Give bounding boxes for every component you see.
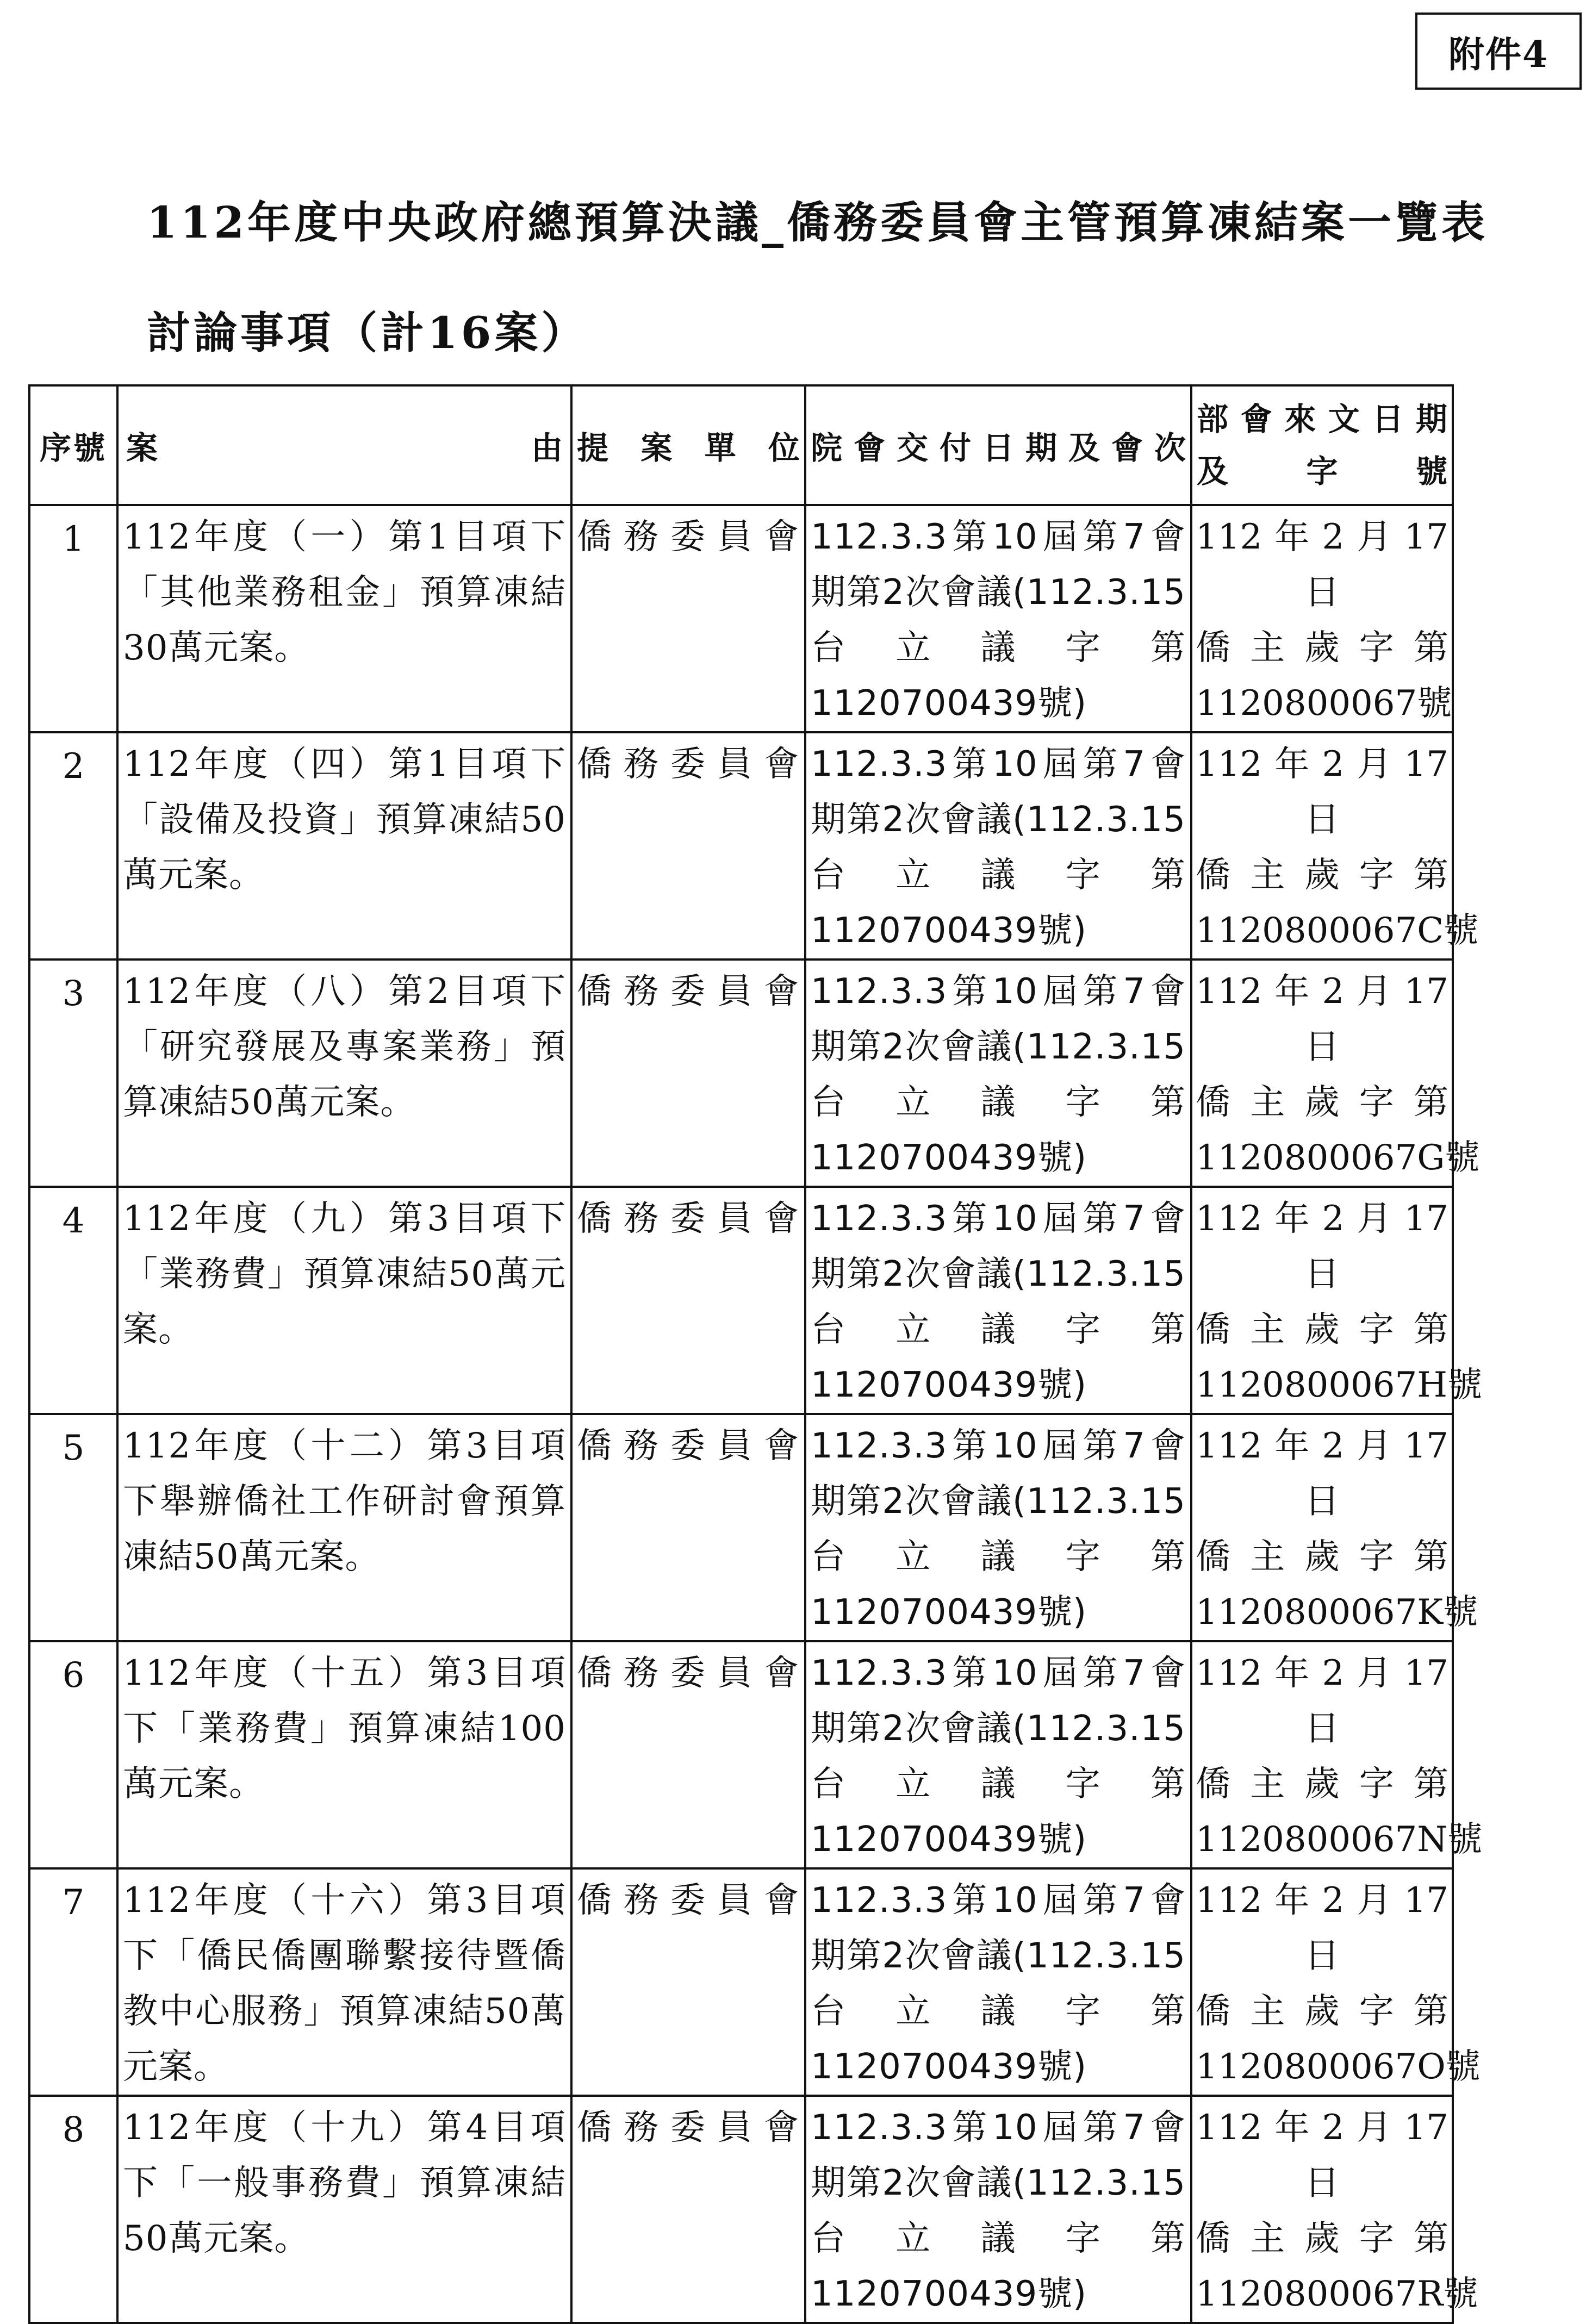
row-reference (1191, 1868, 1481, 2096)
ref-number: 1120800067號 (1196, 683, 1452, 724)
row-proposing-unit: 僑務委員會 (571, 505, 805, 732)
row-proposing-unit: 僑務委員會 (571, 1414, 805, 1641)
row-case-description: 112年度（十二）第3目項下舉辦僑社工作研討會預算凍結50萬元案。 (117, 1414, 571, 1641)
table-row (29, 1187, 1453, 1414)
ref-day: 日 (1304, 2163, 1340, 2203)
row-proposing-unit: 僑務委員會 (571, 732, 805, 959)
row-reference (1191, 2096, 1478, 2323)
table-row (29, 732, 1453, 959)
ref-date: 112年2月17 (1196, 517, 1448, 557)
header-no (29, 385, 117, 505)
ref-day: 日 (1304, 1481, 1340, 1522)
header-unit (571, 385, 805, 505)
row-case-description: 112年度（九）第3目項下「業務費」預算凍結50萬元案。 (117, 1187, 571, 1414)
row-proposing-unit: 僑務委員會 (571, 1187, 805, 1414)
document-title: 112年度中央政府總預算決議_僑務委員會主管預算凍結案一覽表 (147, 197, 1488, 248)
ref-day: 日 (1304, 1027, 1340, 1067)
row-reference (1191, 959, 1480, 1187)
ref-number: 1120800067N號 (1196, 1820, 1483, 1860)
row-case-description: 112年度（十五）第3目項下「業務費」預算凍結100萬元案。 (117, 1641, 571, 1868)
row-reference (1191, 1641, 1483, 1868)
ref-date: 112年2月17 (1196, 744, 1448, 784)
attachment-label: 附件4 (1415, 13, 1582, 90)
row-meeting-date: 112.3.3第10屆第7會期第2次會議(112.3.15台立議字第1120700439號) (805, 1414, 1191, 1641)
ref-prefix: 僑主歲字第 (1196, 1537, 1448, 1577)
row-case-description: 112年度（十九）第4目項下「一般事務費」預算凍結50萬元案。 (117, 2096, 571, 2323)
row-meeting-date: 112.3.3第10屆第7會期第2次會議(112.3.15台立議字第1120700439號) (805, 1641, 1191, 1868)
header-date-label: 院會交付日期及會次 (811, 429, 1186, 466)
table-row (29, 1414, 1453, 1641)
ref-number: 1120800067O號 (1196, 2047, 1481, 2087)
row-meeting-date: 112.3.3第10屆第7會期第2次會議(112.3.15台立議字第1120700439號) (805, 1187, 1191, 1414)
ref-date: 112年2月17 (1196, 1653, 1448, 1693)
table-row (29, 2096, 1453, 2323)
ref-number: 1120800067H號 (1196, 1365, 1482, 1405)
ref-prefix: 僑主歲字第 (1196, 1082, 1448, 1123)
row-proposing-unit: 僑務委員會 (571, 959, 805, 1187)
header-case (117, 385, 571, 505)
header-ref-line1: 部會來文日期 (1197, 401, 1447, 438)
header-unit-label: 提案單位 (577, 429, 800, 466)
row-proposing-unit: 僑務委員會 (571, 2096, 805, 2323)
ref-day: 日 (1304, 800, 1340, 840)
row-case-description: 112年度（四）第1目項下「設備及投資」預算凍結50萬元案。 (117, 732, 571, 959)
row-meeting-date: 112.3.3第10屆第7會期第2次會議(112.3.15台立議字第1120700439號) (805, 959, 1191, 1187)
section-title: 討論事項（計16案） (147, 307, 588, 358)
row-number: 4 (29, 1187, 117, 1414)
row-reference (1191, 1414, 1478, 1641)
ref-date: 112年2月17 (1196, 1880, 1448, 1921)
ref-number: 1120800067K號 (1196, 1592, 1478, 1633)
header-no-label: 序號 (39, 429, 107, 466)
ref-prefix: 僑主歲字第 (1196, 855, 1448, 895)
header-ref-line2: 及字號 (1197, 453, 1447, 490)
row-case-description: 112年度（八）第2目項下「研究發展及專案業務」預算凍結50萬元案。 (117, 959, 571, 1187)
budget-freeze-table (28, 384, 1483, 2324)
ref-number: 1120800067R號 (1196, 2274, 1478, 2314)
row-number: 7 (29, 1868, 117, 2096)
table-row (29, 959, 1453, 1187)
row-proposing-unit: 僑務委員會 (571, 1868, 805, 2096)
table-row (29, 505, 1453, 732)
ref-day: 日 (1304, 572, 1340, 613)
ref-prefix: 僑主歲字第 (1196, 628, 1448, 668)
table-header-row (29, 385, 1453, 505)
table-row (29, 1641, 1453, 1868)
row-reference (1191, 505, 1453, 732)
row-number: 8 (29, 2096, 117, 2323)
row-number: 5 (29, 1414, 117, 1641)
row-number: 6 (29, 1641, 117, 1868)
row-case-description: 112年度（一）第1目項下「其他業務租金」預算凍結30萬元案。 (117, 505, 571, 732)
ref-date: 112年2月17 (1196, 2108, 1448, 2148)
row-number: 2 (29, 732, 117, 959)
row-meeting-date: 112.3.3第10屆第7會期第2次會議(112.3.15台立議字第1120700439號) (805, 1868, 1191, 2096)
row-reference (1191, 1187, 1482, 1414)
table-row (29, 1868, 1453, 2096)
ref-date: 112年2月17 (1196, 1426, 1448, 1466)
row-reference (1191, 732, 1479, 959)
ref-date: 112年2月17 (1196, 1199, 1448, 1239)
row-proposing-unit: 僑務委員會 (571, 1641, 805, 1868)
row-meeting-date: 112.3.3第10屆第7會期第2次會議(112.3.15台立議字第1120700439號) (805, 732, 1191, 959)
ref-prefix: 僑主歲字第 (1196, 1310, 1448, 1350)
row-number: 1 (29, 505, 117, 732)
row-case-description: 112年度（十六）第3目項下「僑民僑團聯繫接待暨僑教中心服務」預算凍結50萬元案。 (117, 1868, 571, 2096)
table-body (29, 505, 1483, 2323)
ref-number: 1120800067C號 (1196, 911, 1479, 951)
ref-number: 1120800067G號 (1196, 1138, 1480, 1178)
ref-date: 112年2月17 (1196, 971, 1448, 1012)
ref-day: 日 (1304, 1254, 1340, 1294)
ref-day: 日 (1304, 1936, 1340, 1976)
header-date (805, 385, 1191, 505)
row-meeting-date: 112.3.3第10屆第7會期第2次會議(112.3.15台立議字第1120700439號) (805, 505, 1191, 732)
header-case-left: 案 (126, 429, 158, 466)
header-ref (1191, 385, 1453, 505)
row-meeting-date: 112.3.3第10屆第7會期第2次會議(112.3.15台立議字第1120700439號) (805, 2096, 1191, 2323)
header-case-right: 由 (531, 429, 563, 466)
row-number: 3 (29, 959, 117, 1187)
ref-prefix: 僑主歲字第 (1196, 1764, 1448, 1804)
ref-day: 日 (1304, 1709, 1340, 1749)
ref-prefix: 僑主歲字第 (1196, 2219, 1448, 2259)
ref-prefix: 僑主歲字第 (1196, 1991, 1448, 2032)
